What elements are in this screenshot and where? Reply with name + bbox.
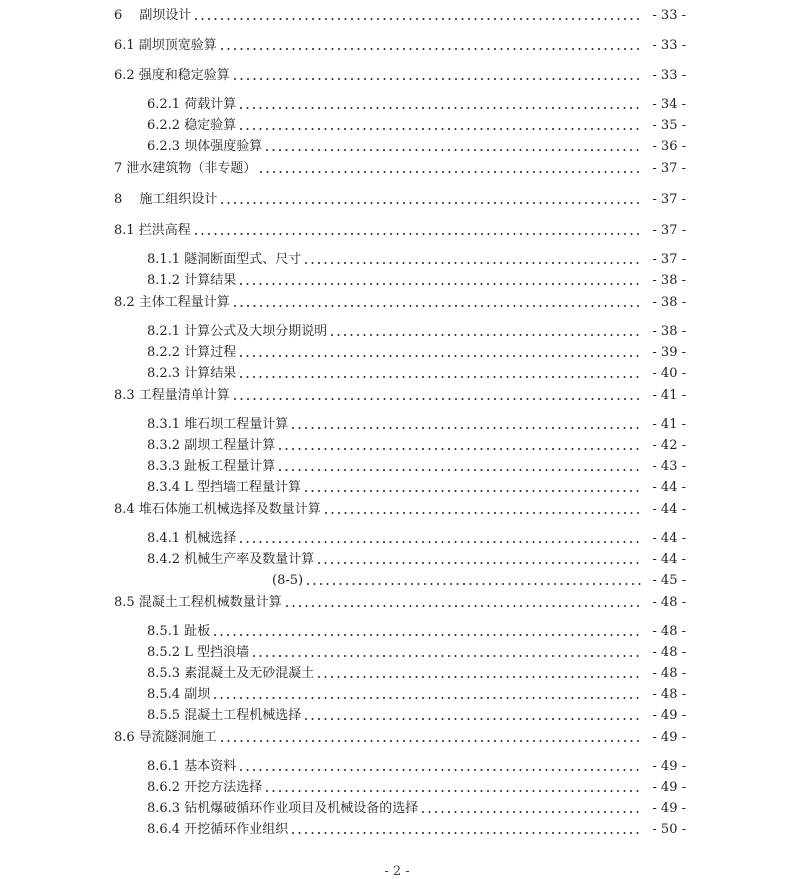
toc-entry-label: (8-5) [272, 573, 304, 588]
toc-entry-page: - 43 - [652, 459, 686, 474]
dot-leader [306, 572, 641, 590]
toc-entry-page: - 44 - [652, 531, 686, 546]
toc-entry-page: - 48 - [652, 687, 686, 702]
dot-leader [317, 665, 641, 683]
toc-entry-label: 8.5.5 混凝土工程机械选择 [147, 708, 302, 723]
dot-leader [239, 365, 641, 383]
toc-entry[interactable] [114, 191, 686, 209]
dot-leader [239, 344, 641, 362]
toc-entry-label: 8.2 主体工程量计算 [114, 295, 230, 310]
toc-entry-page: - 37 - [652, 252, 686, 267]
toc-entry-page: - 37 - [652, 223, 686, 238]
toc-entry-label: 8.5.2 L 型挡浪墙 [147, 645, 249, 660]
toc-entry-label: 8.6.3 钻机爆破循环作业项目及机械设备的选择 [147, 801, 419, 816]
toc-entry-page: - 38 - [652, 273, 686, 288]
toc-entry[interactable] [114, 222, 686, 240]
toc-entry-page: - 40 - [652, 366, 686, 381]
toc-entry[interactable] [114, 67, 686, 85]
page-number-footer: - 2 - [384, 864, 410, 879]
toc-entry[interactable] [147, 437, 686, 455]
toc-entry-label: 8.3.4 L 型挡墙工程量计算 [147, 480, 301, 495]
toc-entry-label: 6.2 强度和稳定验算 [114, 68, 230, 83]
toc-entry-label: 6.2.3 坝体强度验算 [147, 139, 263, 154]
toc-entry-label: 8.3.2 副坝工程量计算 [147, 438, 276, 453]
toc-entry-page: - 36 - [652, 139, 686, 154]
dot-leader [304, 251, 641, 269]
dot-leader [233, 294, 641, 312]
toc-entry-page: - 49 - [652, 708, 686, 723]
dot-leader [259, 160, 641, 178]
dot-leader [220, 37, 641, 55]
dot-leader [265, 779, 641, 797]
dot-leader [265, 138, 641, 156]
toc-entry-page: - 44 - [652, 480, 686, 495]
toc-entry-page: - 41 - [652, 417, 686, 432]
dot-leader [194, 7, 641, 25]
dot-leader [220, 729, 641, 747]
toc-entry[interactable] [272, 572, 686, 590]
dot-leader [233, 387, 641, 405]
toc-entry[interactable] [147, 779, 686, 797]
toc-entry-label: 8.4 堆石体施工机械选择及数量计算 [114, 502, 321, 517]
toc-entry-label: 8.3.1 堆石坝工程量计算 [147, 417, 289, 432]
dot-leader [421, 800, 641, 818]
toc-entry[interactable] [147, 821, 686, 839]
toc-entry-label: 8.2.3 计算结果 [147, 366, 237, 381]
dot-leader [239, 272, 641, 290]
dot-leader [278, 437, 641, 455]
toc-entry-label: 8.5.3 素混凝土及无砂混凝土 [147, 666, 315, 681]
toc-entry-page: - 45 - [652, 573, 686, 588]
toc-entry[interactable] [114, 729, 686, 747]
toc-entry-page: - 48 - [652, 624, 686, 639]
dot-leader [252, 644, 641, 662]
toc-entry[interactable] [147, 138, 686, 156]
toc-entry[interactable] [114, 294, 686, 312]
toc-entry-label: 8 施工组织设计 [114, 192, 218, 207]
dot-leader [304, 479, 641, 497]
toc-entry-label: 8.5 混凝土工程机械数量计算 [114, 595, 282, 610]
toc-entry-page: - 35 - [652, 118, 686, 133]
toc-entry-page: - 44 - [652, 502, 686, 517]
toc-entry[interactable] [147, 323, 686, 341]
toc-entry[interactable] [147, 800, 686, 818]
dot-leader [239, 117, 641, 135]
toc-entry[interactable] [147, 344, 686, 362]
dot-leader [220, 191, 641, 209]
toc-entry-label: 8.4.2 机械生产率及数量计算 [147, 552, 315, 567]
toc-entry[interactable] [114, 501, 686, 519]
toc-entry-page: - 33 - [652, 8, 686, 23]
toc-entry-label: 8.3 工程量清单计算 [114, 388, 230, 403]
toc-entry-label: 8.6 导流隧洞施工 [114, 730, 217, 745]
toc-entry-label: 8.1.1 隧洞断面型式、尺寸 [147, 252, 302, 267]
toc-entry-page: - 44 - [652, 552, 686, 567]
toc-entry-label: 8.6.2 开挖方法选择 [147, 780, 263, 795]
toc-entry-page: - 49 - [652, 759, 686, 774]
toc-entry[interactable] [147, 117, 686, 135]
toc-entry-label: 6 副坝设计 [114, 8, 192, 23]
toc-entry-page: - 49 - [652, 780, 686, 795]
toc-entry-page: - 38 - [652, 324, 686, 339]
dot-leader [317, 551, 641, 569]
toc-entry-label: 8.1.2 计算结果 [147, 273, 237, 288]
dot-leader [291, 416, 641, 434]
dot-leader [291, 821, 641, 839]
dot-leader [233, 67, 641, 85]
toc-entry-label: 6.1 副坝顶宽验算 [114, 38, 217, 53]
dot-leader [213, 623, 641, 641]
dot-leader [194, 222, 641, 240]
toc-entry[interactable] [114, 7, 686, 25]
dot-leader [278, 458, 641, 476]
dot-leader [239, 530, 641, 548]
toc-entry-page: - 48 - [652, 645, 686, 660]
toc-entry[interactable] [147, 365, 686, 383]
toc-entry[interactable] [147, 416, 686, 434]
toc-entry[interactable] [147, 96, 686, 114]
toc-entry[interactable] [147, 686, 686, 704]
toc-entry[interactable] [147, 251, 686, 269]
toc-entry[interactable] [147, 530, 686, 548]
toc-entry-label: 8.1 拦洪高程 [114, 223, 191, 238]
toc-entry-page: - 38 - [652, 295, 686, 310]
toc-entry[interactable] [114, 387, 686, 405]
toc-entry-label: 8.2.2 计算过程 [147, 345, 237, 360]
toc-entry[interactable] [114, 37, 686, 55]
toc-entry-label: 8.5.4 副坝 [147, 687, 211, 702]
dot-leader [213, 686, 641, 704]
toc-entry-label: 8.2.1 计算公式及大坝分期说明 [147, 324, 328, 339]
toc-entry-label: 8.3.3 趾板工程量计算 [147, 459, 276, 474]
toc-entry-label: 8.4.1 机械选择 [147, 531, 237, 546]
toc-entry[interactable] [147, 758, 686, 776]
toc-entry-page: - 48 - [652, 666, 686, 681]
toc-entry-page: - 49 - [652, 730, 686, 745]
toc-entry-label: 8.6.4 开挖循环作业组织 [147, 822, 289, 837]
toc-entry-page: - 34 - [652, 97, 686, 112]
toc-entry-page: - 42 - [652, 438, 686, 453]
toc-entry-label: 8.5.1 趾板 [147, 624, 211, 639]
dot-leader [239, 758, 641, 776]
dot-leader [330, 323, 641, 341]
toc-entry-page: - 48 - [652, 595, 686, 610]
toc-entry[interactable] [147, 551, 686, 569]
toc-entry[interactable] [147, 458, 686, 476]
toc-entry[interactable] [114, 594, 686, 612]
toc-entry-label: 6.2.1 荷载计算 [147, 97, 237, 112]
toc-entry-label: 7 泄水建筑物（非专题） [114, 161, 257, 176]
toc-entry[interactable] [114, 160, 686, 178]
dot-leader [285, 594, 641, 612]
toc-entry-page: - 37 - [652, 161, 686, 176]
dot-leader [304, 707, 641, 725]
toc-entry-page: - 37 - [652, 192, 686, 207]
toc-entry-page: - 39 - [652, 345, 686, 360]
toc-entry-page: - 50 - [652, 822, 686, 837]
toc-entry[interactable] [147, 272, 686, 290]
toc-entry[interactable] [147, 707, 686, 725]
toc-entry-page: - 33 - [652, 68, 686, 83]
toc-entry[interactable] [147, 623, 686, 641]
toc-entry[interactable] [147, 479, 686, 497]
toc-entry[interactable] [147, 665, 686, 683]
toc-entry-label: 6.2.2 稳定验算 [147, 118, 237, 133]
toc-entry[interactable] [147, 644, 686, 662]
toc-entry-page: - 41 - [652, 388, 686, 403]
dot-leader [239, 96, 641, 114]
toc-entry-label: 8.6.1 基本资料 [147, 759, 237, 774]
toc-entry-page: - 33 - [652, 38, 686, 53]
toc-entry-page: - 49 - [652, 801, 686, 816]
dot-leader [324, 501, 641, 519]
